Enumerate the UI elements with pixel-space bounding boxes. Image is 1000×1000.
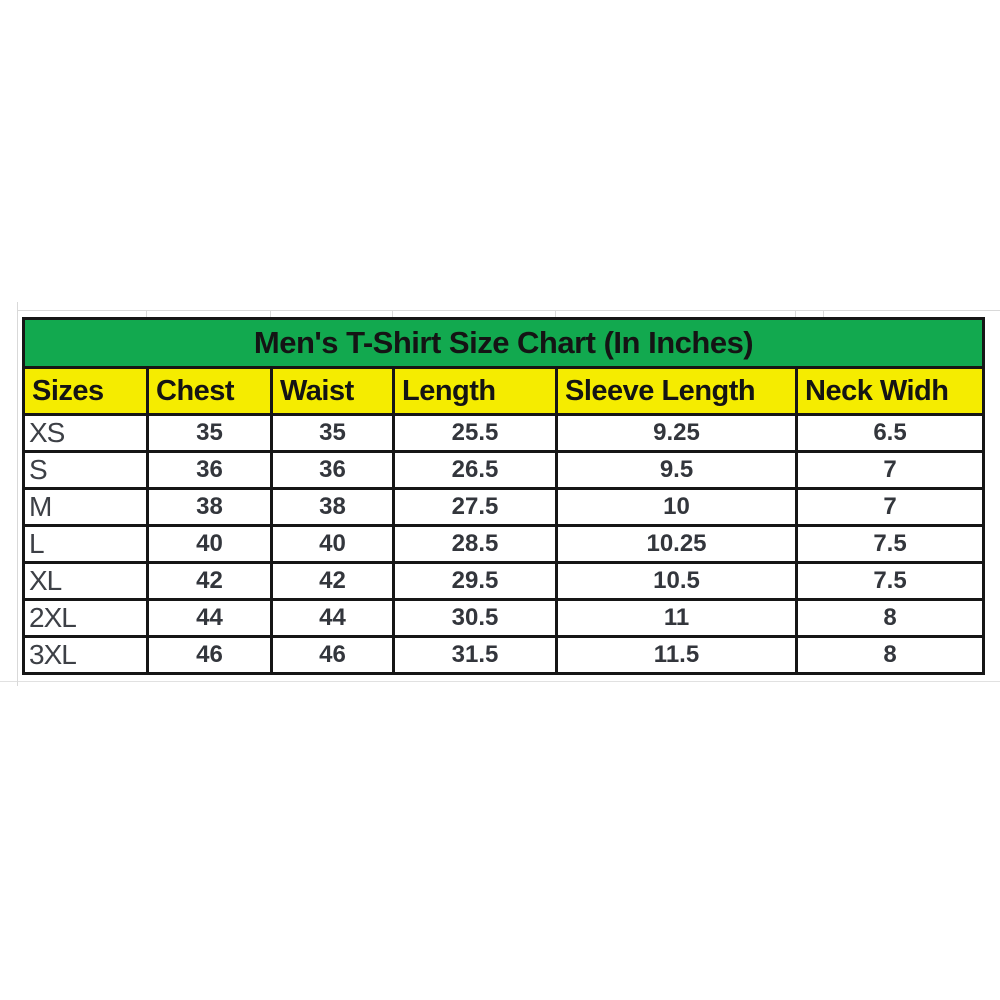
- size-label: XS: [24, 415, 148, 452]
- sleeve-value: 10.5: [557, 563, 797, 600]
- table-row: [24, 526, 984, 563]
- spreadsheet-gridline-left: [17, 302, 18, 686]
- table-row: [24, 489, 984, 526]
- table-row: [24, 563, 984, 600]
- chest-value: 36: [148, 452, 272, 489]
- waist-value: 35: [272, 415, 394, 452]
- table-row: [24, 452, 984, 489]
- column-header-chest: Chest: [148, 368, 272, 415]
- chest-value: 42: [148, 563, 272, 600]
- column-header-neck-width: Neck Widh: [797, 368, 984, 415]
- table-row: [24, 637, 984, 674]
- neck-value: 8: [797, 637, 984, 674]
- length-value: 26.5: [394, 452, 557, 489]
- sleeve-value: 10: [557, 489, 797, 526]
- neck-value: 7: [797, 452, 984, 489]
- size-label: S: [24, 452, 148, 489]
- size-label: 2XL: [24, 600, 148, 637]
- size-label: XL: [24, 563, 148, 600]
- length-value: 30.5: [394, 600, 557, 637]
- neck-value: 7: [797, 489, 984, 526]
- column-header-sizes: Sizes: [24, 368, 148, 415]
- header-row: [24, 368, 984, 415]
- column-header-length: Length: [394, 368, 557, 415]
- size-chart-table-container: [22, 317, 982, 675]
- table-row: [24, 415, 984, 452]
- length-value: 27.5: [394, 489, 557, 526]
- column-header-sleeve-length: Sleeve Length: [557, 368, 797, 415]
- sleeve-value: 10.25: [557, 526, 797, 563]
- table-title: Men's T-Shirt Size Chart (In Inches): [24, 319, 984, 368]
- title-row: [24, 319, 984, 368]
- neck-value: 6.5: [797, 415, 984, 452]
- sleeve-value: 9.25: [557, 415, 797, 452]
- waist-value: 38: [272, 489, 394, 526]
- size-label: L: [24, 526, 148, 563]
- waist-value: 42: [272, 563, 394, 600]
- waist-value: 40: [272, 526, 394, 563]
- waist-value: 44: [272, 600, 394, 637]
- neck-value: 7.5: [797, 563, 984, 600]
- length-value: 29.5: [394, 563, 557, 600]
- spreadsheet-gridline-bottom: [0, 681, 1000, 682]
- sleeve-value: 11.5: [557, 637, 797, 674]
- size-label: M: [24, 489, 148, 526]
- neck-value: 8: [797, 600, 984, 637]
- sleeve-value: 9.5: [557, 452, 797, 489]
- size-chart-table: [22, 317, 985, 675]
- chest-value: 46: [148, 637, 272, 674]
- neck-value: 7.5: [797, 526, 984, 563]
- chest-value: 38: [148, 489, 272, 526]
- length-value: 31.5: [394, 637, 557, 674]
- chest-value: 40: [148, 526, 272, 563]
- spreadsheet-gridline-top: [17, 310, 1000, 311]
- sleeve-value: 11: [557, 600, 797, 637]
- chest-value: 35: [148, 415, 272, 452]
- length-value: 25.5: [394, 415, 557, 452]
- waist-value: 46: [272, 637, 394, 674]
- chest-value: 44: [148, 600, 272, 637]
- waist-value: 36: [272, 452, 394, 489]
- column-header-waist: Waist: [272, 368, 394, 415]
- length-value: 28.5: [394, 526, 557, 563]
- size-label: 3XL: [24, 637, 148, 674]
- table-row: [24, 600, 984, 637]
